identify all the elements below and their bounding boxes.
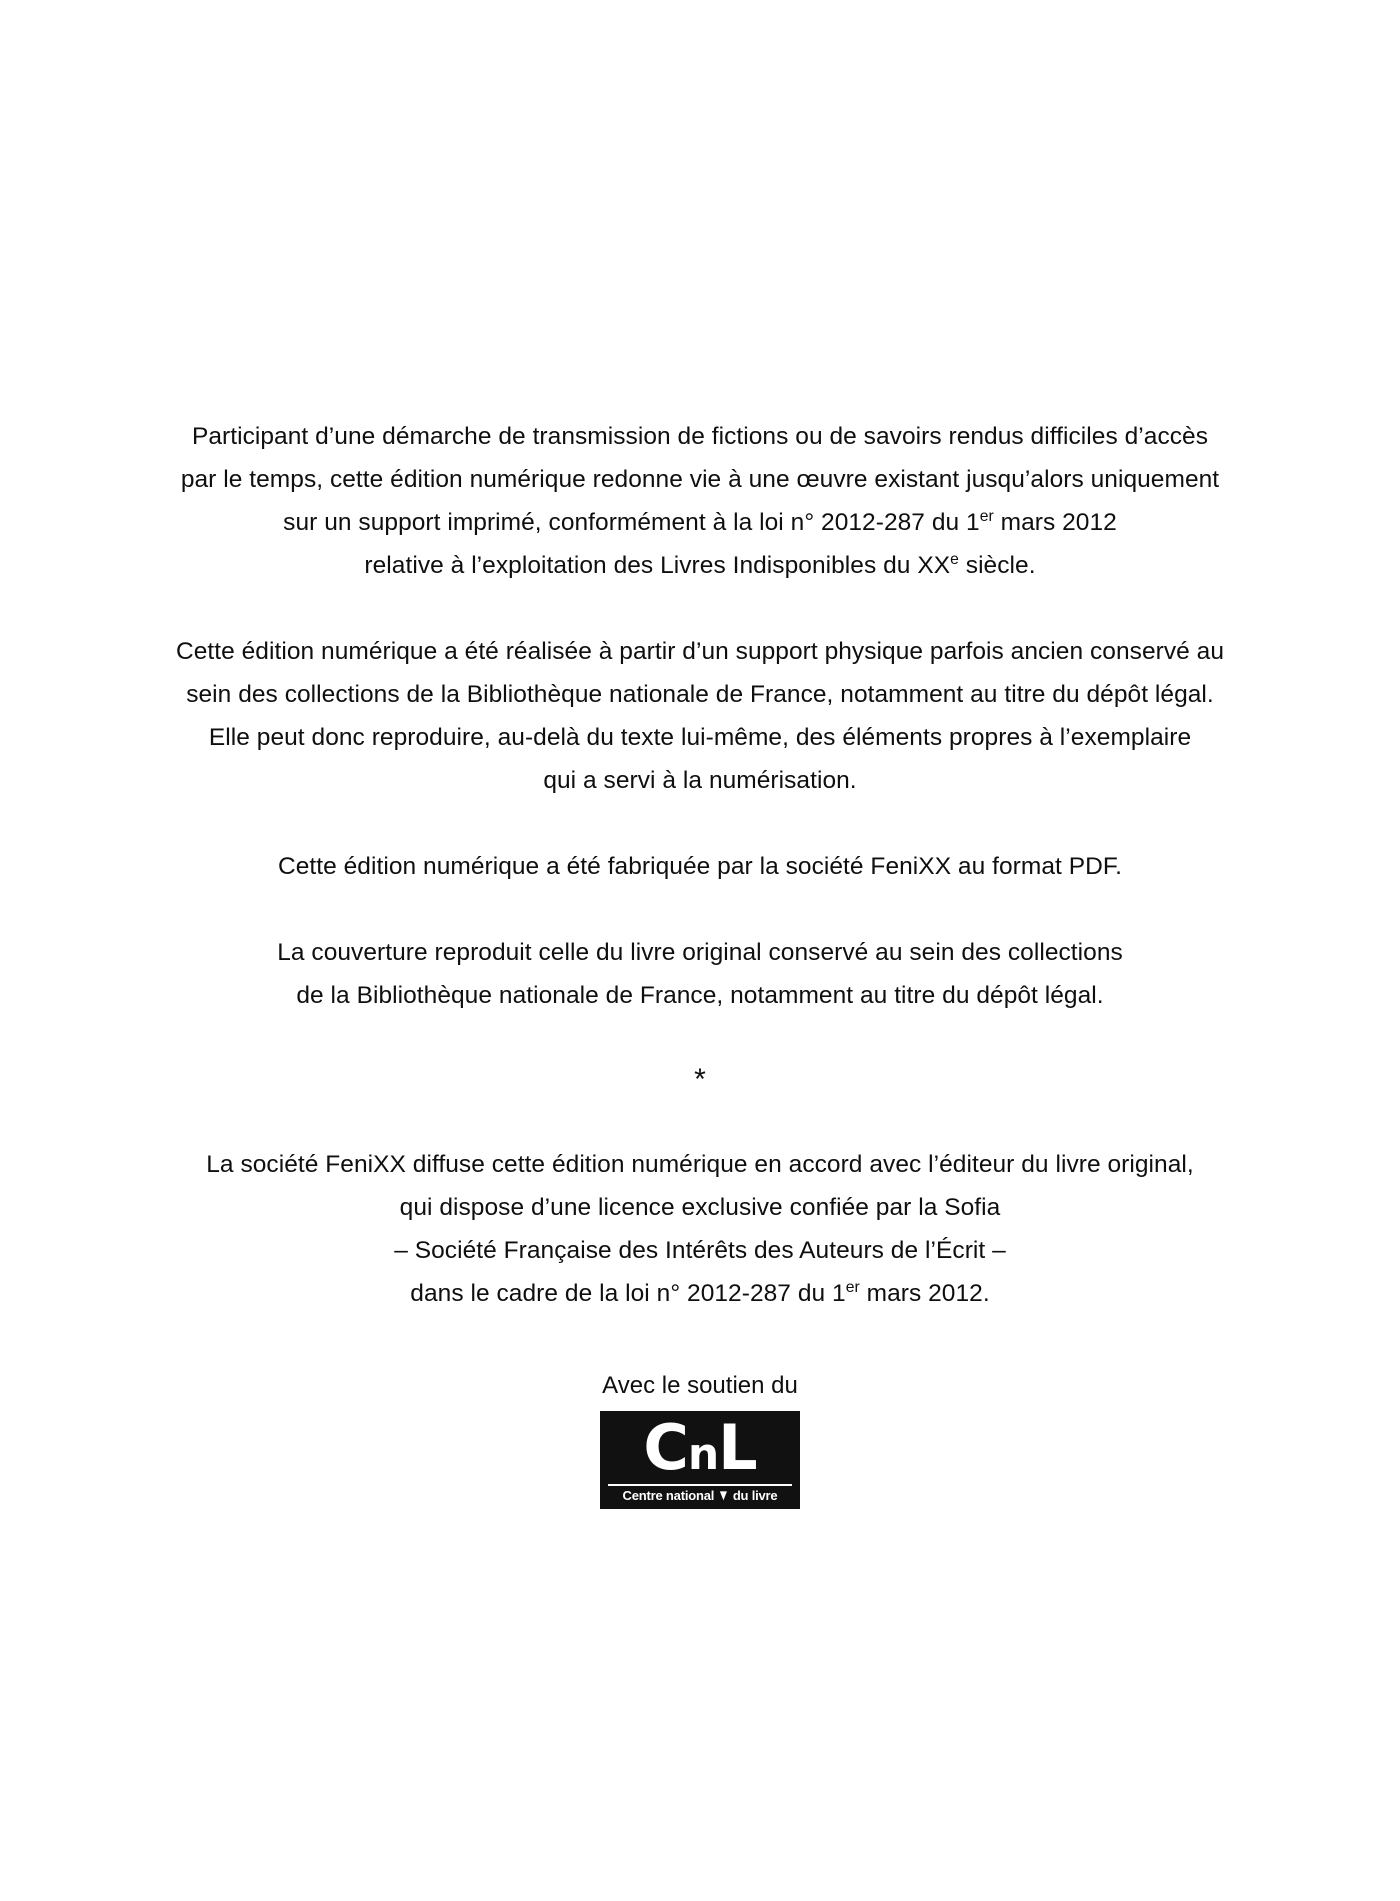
paragraph-transmission-line-1: Participant d’une démarche de transmission de fictions ou de savoirs rendus difficiles d’accès bbox=[191, 423, 1209, 450]
paragraph-support-physique-line-1: Cette édition numérique a été réalisée à partir d’un support physique parfois ancien conservé au bbox=[175, 638, 1225, 665]
cnl-wordmark-n: n bbox=[687, 1429, 719, 1480]
paragraph-diffusion-line-1: La société FeniXX diffuse cette édition numérique en accord avec l’éditeur du livre original, bbox=[206, 1151, 1194, 1178]
cnl-divider bbox=[608, 1484, 792, 1486]
paragraph-support-physique bbox=[170, 630, 1230, 802]
ordinal-suffix-er-2: er bbox=[845, 1278, 860, 1296]
support-logo-block bbox=[600, 1371, 800, 1509]
paragraph-diffusion-line-2: qui dispose d’une licence exclusive confiée par la Sofia bbox=[399, 1194, 1001, 1221]
cnl-wordmark: CnL bbox=[643, 1411, 757, 1484]
paragraph-support-physique-line-3: Elle peut donc reproduire, au-delà du texte lui-même, des éléments propres à l’exemplaire bbox=[208, 724, 1192, 751]
ordinal-suffix-er: er bbox=[979, 507, 994, 525]
cnl-check-icon: ▼ bbox=[717, 1487, 730, 1504]
paragraph-couverture-line-1: La couverture reproduit celle du livre original conservé au sein des collections bbox=[277, 939, 1123, 966]
paragraph-diffusion-line-4: dans le cadre de la loi n° 2012-287 du 1er mars 2012. bbox=[410, 1278, 990, 1307]
ordinal-suffix-e: e bbox=[950, 550, 959, 568]
paragraph-fabrication-line-1: Cette édition numérique a été fabriquée par la société FeniXX au format PDF. bbox=[277, 853, 1123, 880]
section-separator-asterisk: * bbox=[694, 1063, 706, 1096]
cnl-logo bbox=[600, 1411, 800, 1509]
paragraph-couverture-line-2: de la Bibliothèque nationale de France, notamment au titre du dépôt légal. bbox=[296, 982, 1104, 1009]
paragraph-fabrication bbox=[170, 845, 1230, 888]
paragraph-transmission-line-4: relative à l’exploitation des Livres Indisponibles du XXe siècle. bbox=[364, 550, 1036, 579]
paragraph-diffusion bbox=[170, 1143, 1230, 1315]
support-caption: Avec le soutien du bbox=[602, 1372, 798, 1399]
paragraph-couverture bbox=[170, 931, 1230, 1017]
cnl-subtitle-left: Centre national bbox=[622, 1488, 715, 1503]
paragraph-transmission bbox=[170, 415, 1230, 587]
paragraph-transmission-line-2: par le temps, cette édition numérique redonne vie à une œuvre existant jusqu’alors uniquement bbox=[180, 466, 1220, 493]
cnl-subtitle-right: du livre bbox=[732, 1488, 778, 1503]
paragraph-support-physique-line-4: qui a servi à la numérisation. bbox=[543, 767, 857, 794]
paragraph-transmission-line-3: sur un support imprimé, conformément à la loi n° 2012-287 du 1er mars 2012 bbox=[283, 507, 1117, 536]
paragraph-support-physique-line-2: sein des collections de la Bibliothèque nationale de France, notamment au titre du dépôt légal. bbox=[186, 681, 1214, 708]
paragraph-diffusion-line-3: – Société Française des Intérêts des Auteurs de l’Écrit – bbox=[394, 1237, 1006, 1264]
cnl-subtitle bbox=[600, 1488, 800, 1503]
